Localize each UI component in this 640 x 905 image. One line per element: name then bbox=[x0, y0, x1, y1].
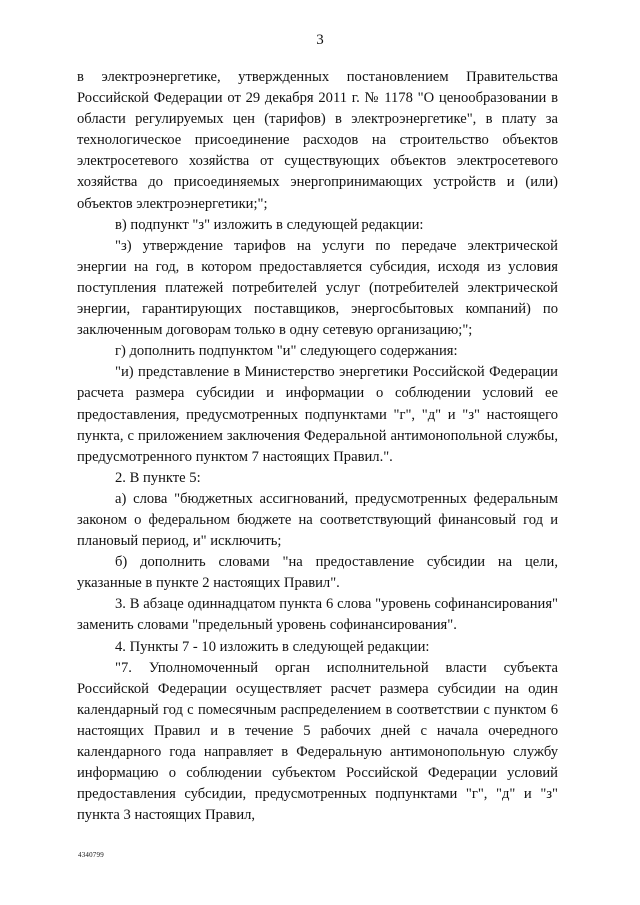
paragraph-point-2-a: а) слова "бюджетных ассигнований, предусмотренных федеральным законом о федеральном бюджете на соответствующий финансовый год и плановый период, и" исключить; bbox=[77, 490, 558, 550]
paragraph-subpoint-z-text: "з) утверждение тарифов на услуги по передаче электрической энергии на год, в котором предоставляется субсидия, исходя из условия поступления платежей потребителей услуг (потребителей электрической энергии, гарантирующих поставщиков, энергосбытовых компаний) по заключенным договорам только в одну сетевую организацию;"; bbox=[77, 237, 558, 339]
paragraph-point-4: 4. Пункты 7 - 10 изложить в следующей редакции: bbox=[115, 638, 430, 655]
page-number: 3 bbox=[316, 32, 324, 48]
paragraph-subpoint-g: г) дополнить подпунктом "и" следующего содержания: bbox=[115, 343, 458, 360]
document-code: 4340799 bbox=[78, 851, 104, 859]
paragraph-point-2-b: б) дополнить словами "на предоставление субсидии на цели, указанные в пункте 2 настоящих Правил". bbox=[77, 554, 558, 592]
paragraph-point-3: 3. В абзаце одиннадцатом пункта 6 слова "уровень софинансирования" заменить словами "предельный уровень софинансирования". bbox=[77, 596, 558, 634]
paragraph-subpoint-v: в) подпункт "з" изложить в следующей редакции: bbox=[115, 216, 424, 233]
paragraph-point-7-text: "7. Уполномоченный орган исполнительной власти субъекта Российской Федерации осуществляет расчет размера субсидии на один календарный год с помесячным распределением в соответствии с пунктом 6 настоящих Правил и в течение 5 рабочих дней с начала очередного календарного года направляет в Федеральную антимонопольную службу информацию о соблюдении субъектом Российской Федерации условий предоставления субсидии, предусмотренных подпунктами "г", "д" и "з" пункта 3 настоящих Правил, bbox=[77, 659, 558, 824]
paragraph-subpoint-i-text: "и) представление в Министерство энергетики Российской Федерации расчета размера субсидии и информации о соблюдении условий ее предоставления, предусмотренных подпунктами "г", "д" и "з" настоящего пункта, с приложением заключения Федеральной антимонопольной службы, предусмотренного пунктом 7 настоящих Правил.". bbox=[77, 364, 558, 465]
document-body bbox=[77, 67, 558, 826]
paragraph-point-2: 2. В пункте 5: bbox=[115, 469, 201, 486]
paragraph-continuation: в электроэнергетике, утвержденных постановлением Правительства Российской Федерации от 29 декабря 2011 г. № 1178 "О ценообразовании в области регулируемых цен (тарифов) в электроэнергетике", в плату за технологическое присоединение расходов на строительство объектов электросетевого хозяйства от существующих объектов электросетевого хозяйства до присоединяемых энергопринимающих устройств и (или) объектов электроэнергетики;"; bbox=[77, 69, 558, 212]
